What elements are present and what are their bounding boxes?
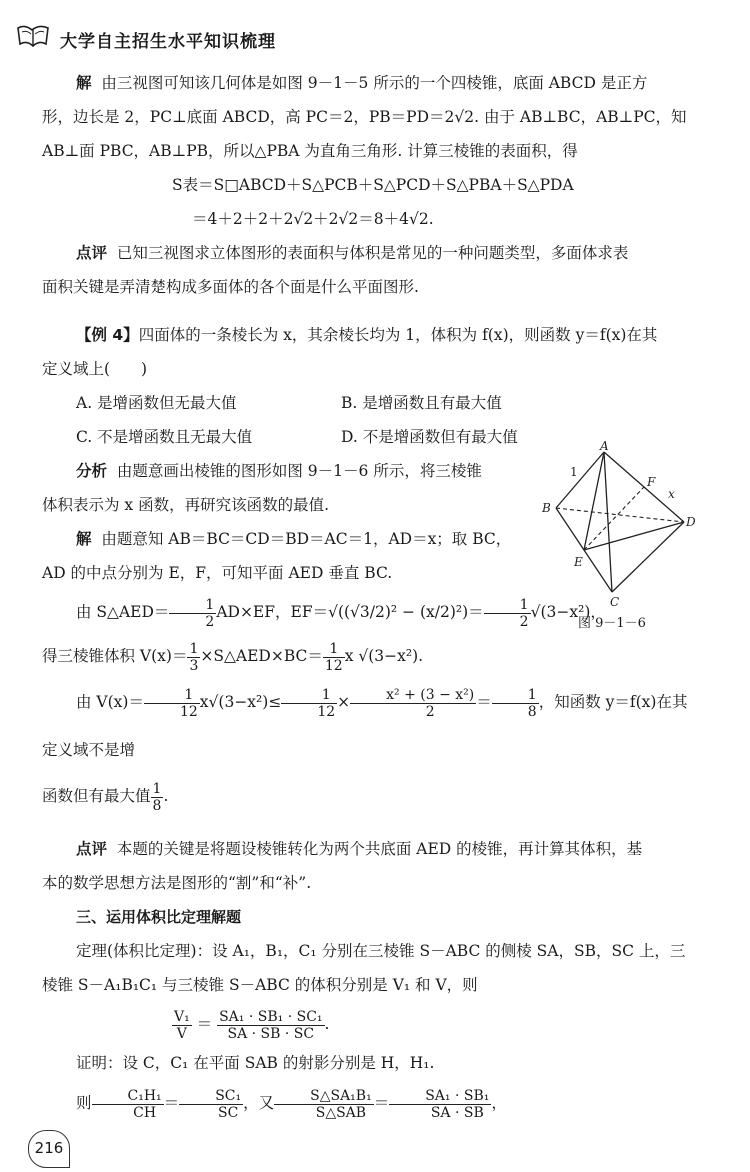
volume-ratio-formula: $\frac{\text{V₁}}{V}$ ＝ $\frac{\text{SA₁ · SB₁ · SC₁}}{SA \cdot SB \cdot SC}$ . [174, 1008, 330, 1042]
fraction-am: $\frac{\text{x² + (3 − x²)}}{2}$ [350, 687, 476, 720]
fraction-twelfth: $\frac{1}{12}$ [324, 640, 343, 674]
surface-area-result: ＝4＋2＋2＋2√2＋2√2＝8＋4√2. [192, 210, 434, 228]
header-title: 大学自主招生水平知识梳理 [60, 32, 276, 52]
area-formula-line: 由 S△AED＝ $\frac{1}{2}$ AD×EF，EF＝√((√3/2)² − (x/2)²)＝ $\frac{1}{2}$ √(3−x²)， [76, 596, 606, 630]
theorem-line-2: 棱锥 S－A₁B₁C₁ 与三棱锥 S－ABC 的体积分别是 V₁ 和 V，则 [42, 976, 478, 994]
solution-1-line-2: 形，边长是 2，PC⊥底面 ABCD，高 PC＝2，PB＝PD＝2√2. 由于 AB⊥BC，AB⊥PC，知 [42, 108, 687, 126]
comment-1-line-1: 点评 已知三视图求立体图形的表面积与体积是常见的一种问题类型，多面体求表 [76, 244, 629, 262]
analysis-line-1: 分析 由题意画出棱锥的图形如图 9－1－6 所示，将三棱锥 [76, 462, 482, 480]
solution-1-line-3: AB⊥面 PBC，AB⊥PB，所以△PBA 为直角三角形. 计算三棱锥的表面积，得 [42, 142, 578, 160]
edge-ab [556, 452, 604, 508]
section-3-title: 三、运用体积比定理解题 [76, 908, 242, 926]
segment-ae [584, 452, 604, 550]
solution-1-line-1: 解 由三视图可知该几何体是如图 9－1－5 所示的一个四棱锥，底面 ABCD 是正方 [76, 74, 648, 92]
label-e: E [574, 555, 583, 569]
proof-line-2: 则 $\frac{\text{C₁H₁}}{CH}$ ＝ $\frac{\text{SC₁}}{SC}$ ，又 $\frac{\text{S△SA₁B₁}}{\text{S△SAB}}$ ＝ $\frac{\text{SA₁ · SB₁}}{SA \cdot SB}$ ， [76, 1087, 507, 1121]
fraction-half-2: $\frac{1}{2}$ [484, 597, 531, 630]
fraction-half: $\frac{1}{2}$ [169, 597, 216, 630]
label-edge-1: 1 [570, 465, 578, 479]
tetrahedron-diagram [534, 440, 704, 640]
label-b: B [542, 501, 551, 515]
surface-area-equation: S表＝S□ABCD＋S△PCB＋S△PCD＋S△PBA＋S△PDA [172, 176, 574, 194]
choice-a: A. 是增函数但无最大值 [76, 394, 237, 412]
theorem-line-1: 定理(体积比定理)：设 A₁，B₁，C₁ 分别在三棱锥 S－ABC 的侧棱 SA，SB，SC 上，三 [76, 942, 686, 960]
book-logo-icon [16, 22, 50, 52]
label-d: D [686, 515, 696, 529]
comment-2-line-1: 点评 本题的关键是将题设棱锥转化为两个共底面 AED 的棱锥，再计算其体积，基 [76, 840, 643, 858]
choice-b: B. 是增函数且有最大值 [341, 394, 502, 412]
proof-line-1: 证明：设 C，C₁ 在平面 SAB 的射影分别是 H，H₁. [76, 1054, 435, 1072]
label-a: A [600, 440, 609, 453]
page-number: 216 [28, 1130, 70, 1168]
segment-ef [584, 487, 644, 550]
example-4-line-1: 【例 4】四面体的一条棱长为 x，其余棱长均为 1，体积为 f(x)，则函数 y＝f(x)在其 [76, 326, 658, 344]
comment-1-line-2: 面积关键是弄清楚构成多面体的各个面是什么平面图形. [42, 278, 419, 296]
label-edge-x: x [668, 487, 675, 501]
solution-2-line-2: AD 的中点分别为 E，F，可知平面 AED 垂直 BC. [42, 564, 393, 582]
choice-d: D. 不是增函数但有最大值 [341, 428, 518, 446]
page-header [16, 14, 736, 58]
comment-2-line-2: 本的数学思想方法是图形的“割”和“补”. [42, 874, 312, 892]
max-value-line: 函数但有最大值 $\frac{1}{8}$ . [42, 780, 169, 814]
figure-caption: 图 9－1－6 [578, 616, 646, 631]
inequality-line: 由 V(x)＝ $\frac{1}{12}$ x√(3−x²)≤ $\frac{1}{12}$ × $\frac{\text{x² + (3 − x²)}}{2}$ ＝ $\frac{1}{8}$ ，知函数 y＝f(x)在其定义域不是增 [42, 686, 688, 759]
fraction-third: $\frac{1}{3}$ [189, 640, 199, 674]
analysis-line-2: 体积表示为 x 函数，再研究该函数的最值. [42, 496, 330, 514]
choice-c: C. 不是增函数且无最大值 [76, 428, 253, 446]
label-f: F [647, 475, 656, 489]
example-4-line-2: 定义域上( ) [42, 360, 148, 378]
solution-2-line-1: 解 由题意知 AB＝BC＝CD＝BD＝AC＝1，AD＝x；取 BC， [76, 530, 512, 548]
volume-formula-line: 得三棱锥体积 V(x)＝ $\frac{1}{3}$ ×S△AED×BC＝ $\frac{1}{12}$ x √(3−x²). [42, 640, 424, 674]
label-c: C [610, 595, 620, 609]
edge-bd [556, 508, 684, 522]
